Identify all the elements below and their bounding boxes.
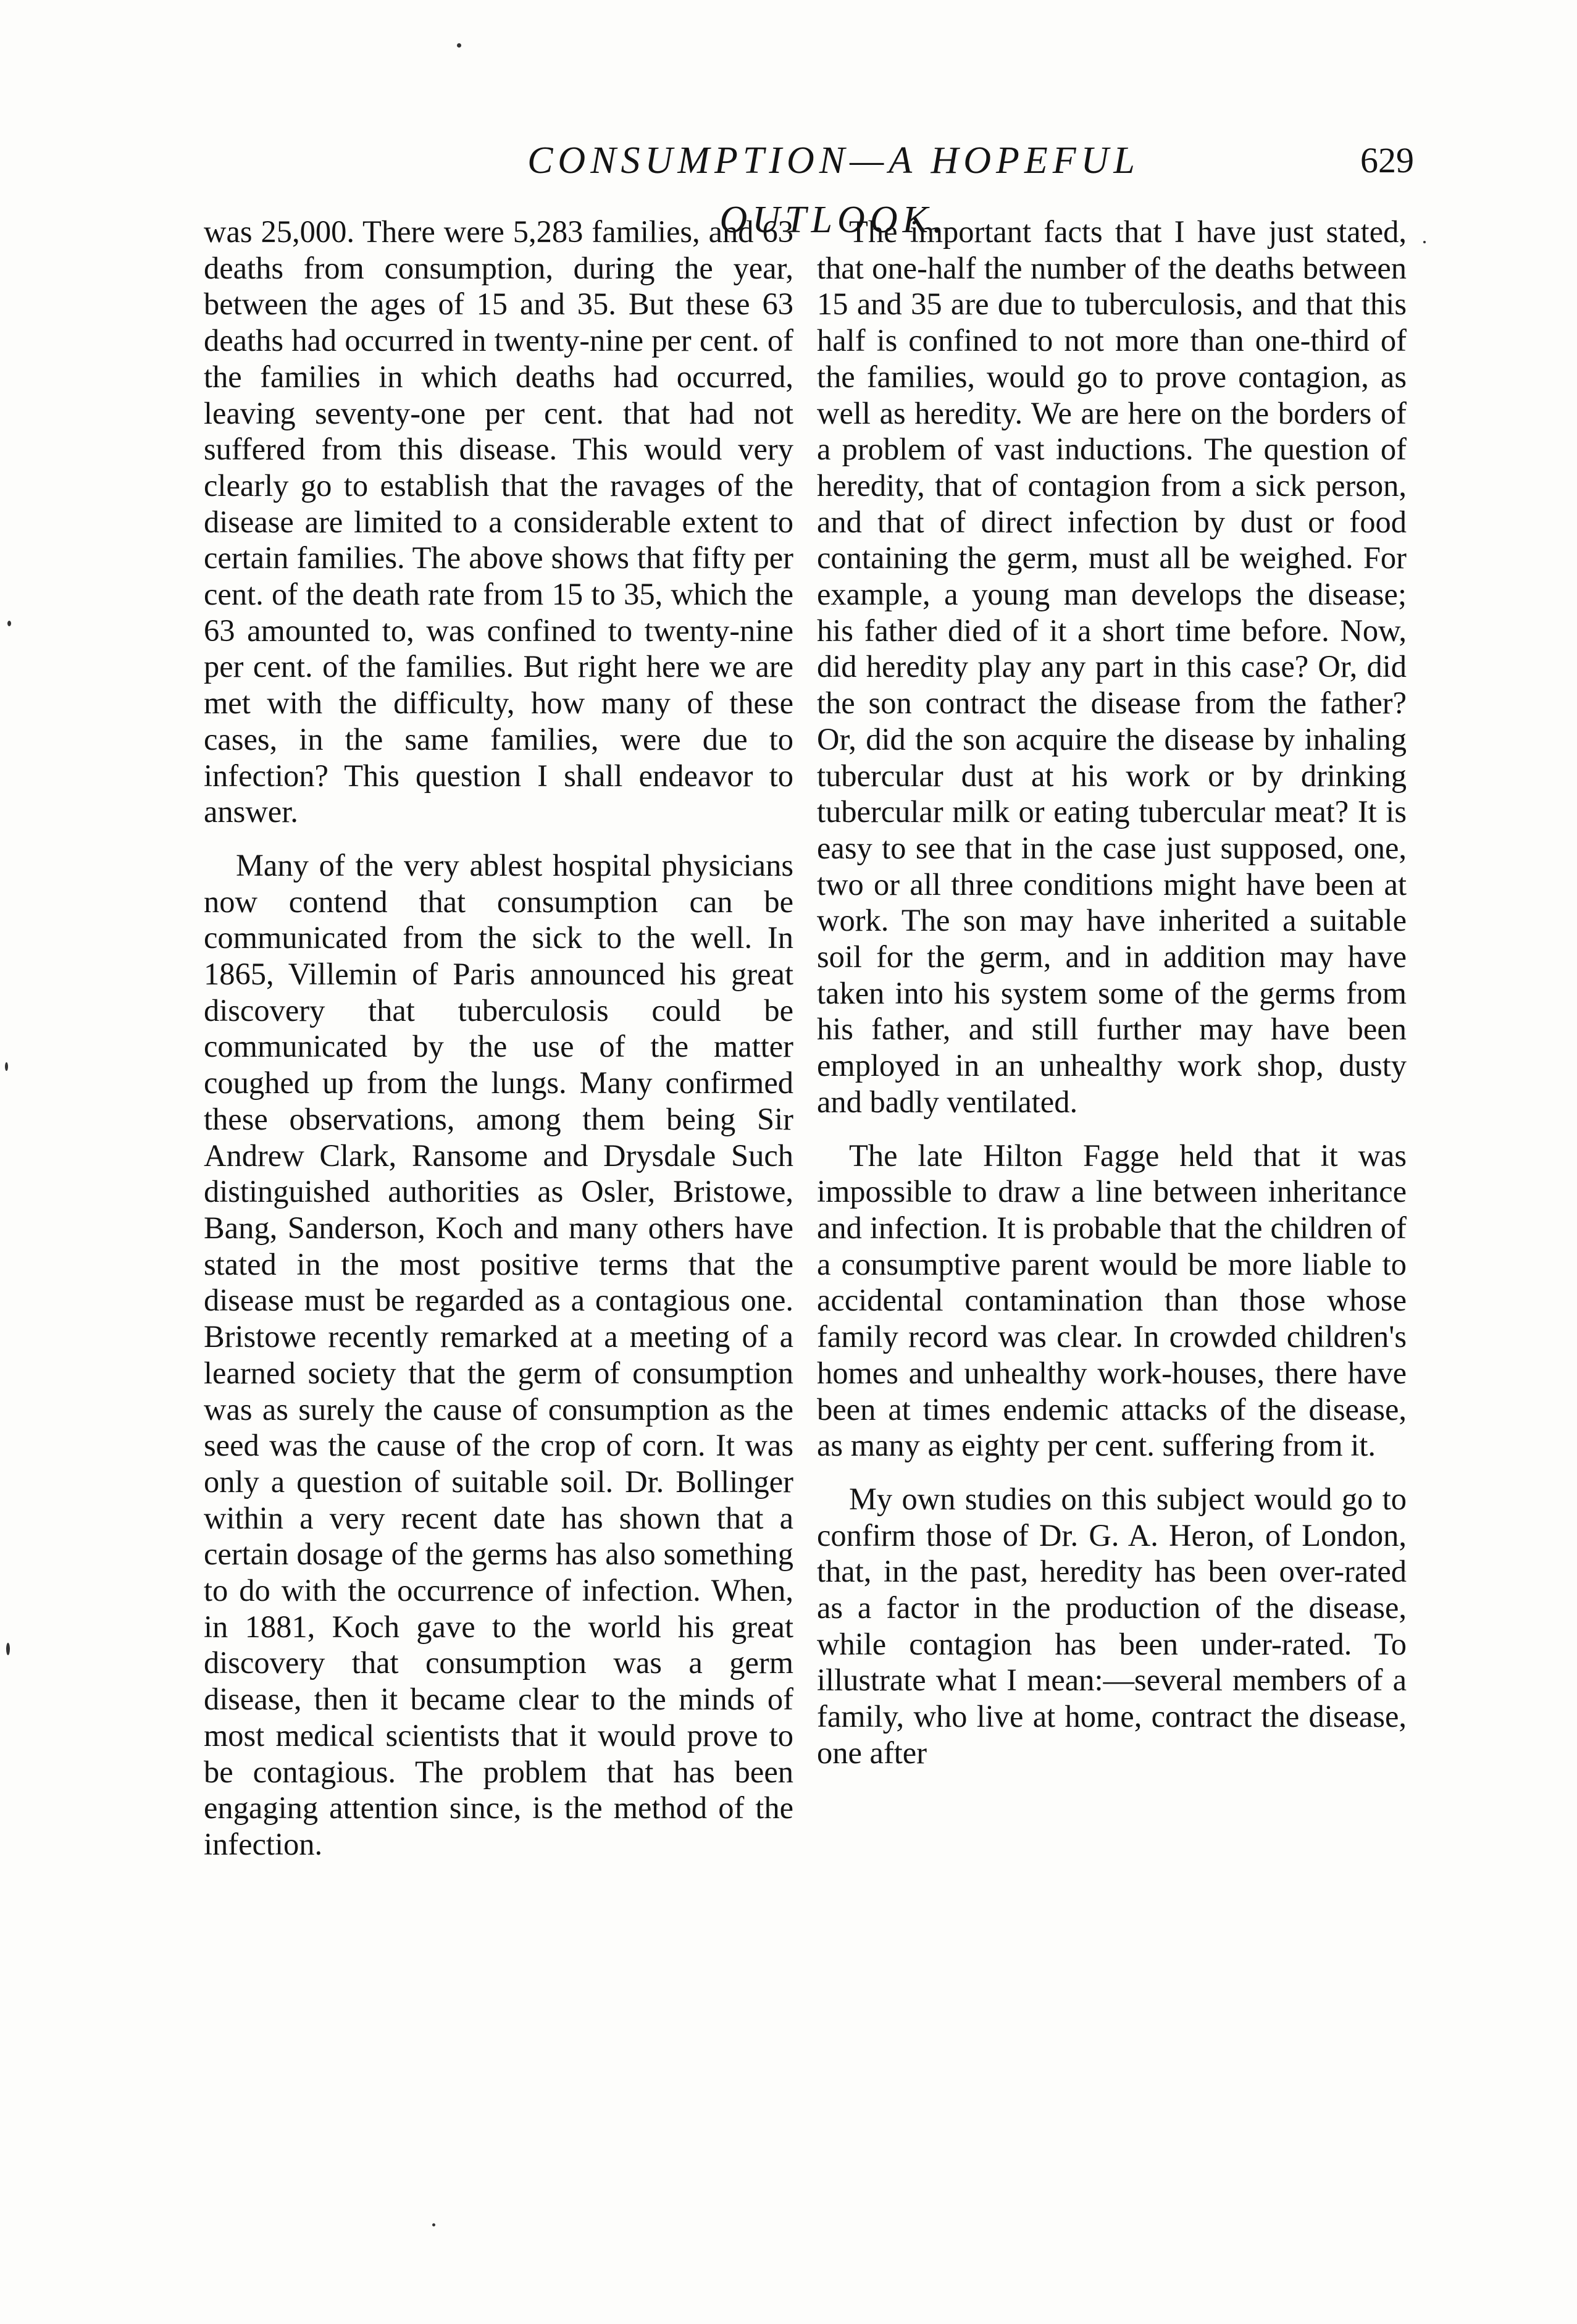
right-column [817, 214, 1407, 1771]
scan-speck [7, 621, 11, 626]
scan-speck [432, 2223, 435, 2226]
page-number: 629 [1360, 140, 1414, 180]
scan-speck [5, 1062, 8, 1071]
left-column [204, 214, 793, 1863]
scan-speck [6, 1643, 10, 1655]
paragraph-left-2: Many of the very ablest hospital physicians now contend that consumption can be communicated from the sick to the well. In 1865, Villemin of Paris announced his great discovery that tuberculosis could be communicated by the use of the matter coughed up from the lungs. Many confirmed these observations, among them being Sir Andrew Clark, Ransome and Drysdale Such distinguished authorities as Osler, Bristowe, Bang, Sanderson, Koch and many others have stated in the most positive terms that the disease must be regarded as a contagious one. Bristowe recently remarked at a meeting of a learned society that the germ of consumption was as surely the cause of consumption as the seed was the cause of the crop of corn. It was only a question of suitable soil. Dr. Bollinger within a very recent date has shown that a certain dosage of the germs has also something to do with the occurrence of infection. When, in 1881, Koch gave to the world his great discovery that consumption was a germ disease, then it became clear to the minds of most medical scientists that it would prove to be contagious. The problem that has been engaging attention since, is the method of the infection. [204, 847, 793, 1861]
running-header [204, 131, 1414, 241]
scan-speck [457, 43, 461, 48]
paragraph-right-2: The late Hilton Fagge held that it was impossible to draw a line between inheritance and infection. It is probable that the children of a consumptive parent would be more liable to accidental contamination than those whose family record was clear. In crowded children's homes and unhealthy work-houses, there have been at times endemic attacks of the disease, as many as eighty per cent. suffering from it. [817, 1138, 1407, 1463]
scan-speck [1423, 241, 1426, 243]
running-title: CONSUMPTION—A HOPEFUL OUTLOOK. [527, 140, 1140, 241]
paragraph-left-1: was 25,000. There were 5,283 families, and 63 deaths from consumption, during the year, between the ages of 15 and 35. But these 63 deaths had occurred in twenty-nine per cent. of the families in which deaths had occurred, leaving seventy-one per cent. that had not suffered from this disease. This would very clearly go to establish that the ravages of the disease are limited to a considerable extent to certain families. The above shows that fifty per cent. of the death rate from 15 to 35, which the 63 amounted to, was confined to twenty-nine per cent. of the families. But right here we are met with the difficulty, how many of these cases, in the same families, were due to infection? This question I shall endeavor to answer. [204, 214, 793, 829]
paragraph-right-1: The important facts that I have just stated, that one-half the number of the deaths between 15 and 35 are due to tuberculosis, and that this half is confined to not more than one-third of the families, would go to prove contagion, as well as heredity. We are here on the borders of a problem of vast inductions. The question of heredity, that of contagion from a sick person, and that of direct infection by dust or food containing the germ, must all be weighed. For example, a young man develops the disease; his father died of it a short time before. Now, did heredity play any part in this case? Or, did the son contract the disease from the father? Or, did the son acquire the disease by inhaling tubercular dust at his work or by drinking tubercular milk or eating tubercular meat? It is easy to see that in the case just supposed, one, two or all three conditions might have been at work. The son may have inherited a suitable soil for the germ, and in addition may have taken into his system some of the germs from his father, and still further may have been employed in an unhealthy work shop, dusty and badly ventilated. [817, 214, 1407, 1119]
paragraph-right-3: My own studies on this subject would go to confirm those of Dr. G. A. Heron, of London, that, in the past, heredity has been over-rated as a factor in the production of the disease, while contagion has been under-rated. To illustrate what I mean:—several members of a family, who live at home, contract the disease, one after [817, 1481, 1407, 1770]
